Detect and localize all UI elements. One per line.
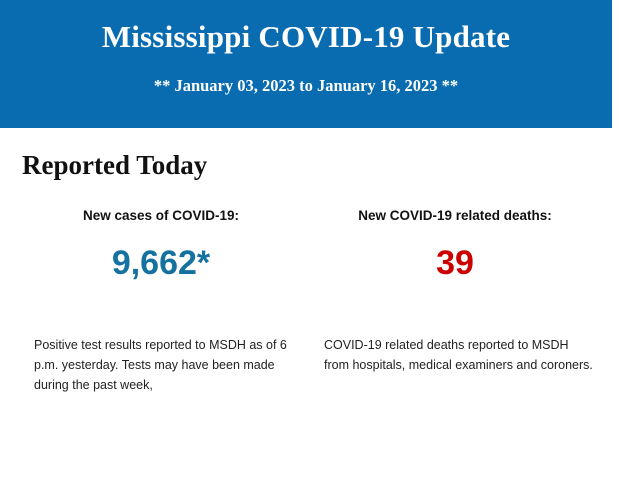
page-title: Mississippi COVID-19 Update xyxy=(101,19,511,54)
new-deaths-note: COVID-19 related deaths reported to MSDH from hospitals, medical examiners and coroners. xyxy=(324,338,593,372)
new-cases-label: New cases of COVID-19: xyxy=(82,208,240,223)
new-deaths-value: 39 xyxy=(436,244,474,282)
new-cases-value: 9,662* xyxy=(111,244,211,282)
new-cases-note: Positive test results reported to MSDH as of 6 p.m. yesterday. Tests may have been made during the past week, xyxy=(34,338,287,392)
new-deaths-label: New COVID-19 related deaths: xyxy=(358,208,552,223)
stat-card-new-deaths xyxy=(308,207,602,395)
stats-row xyxy=(0,207,620,395)
date-range-subtitle: ** January 03, 2023 to January 16, 2023 ** xyxy=(153,76,459,95)
section-title-reported-today: Reported Today xyxy=(22,150,208,180)
stat-card-new-cases xyxy=(14,207,308,395)
header-banner xyxy=(0,0,612,128)
